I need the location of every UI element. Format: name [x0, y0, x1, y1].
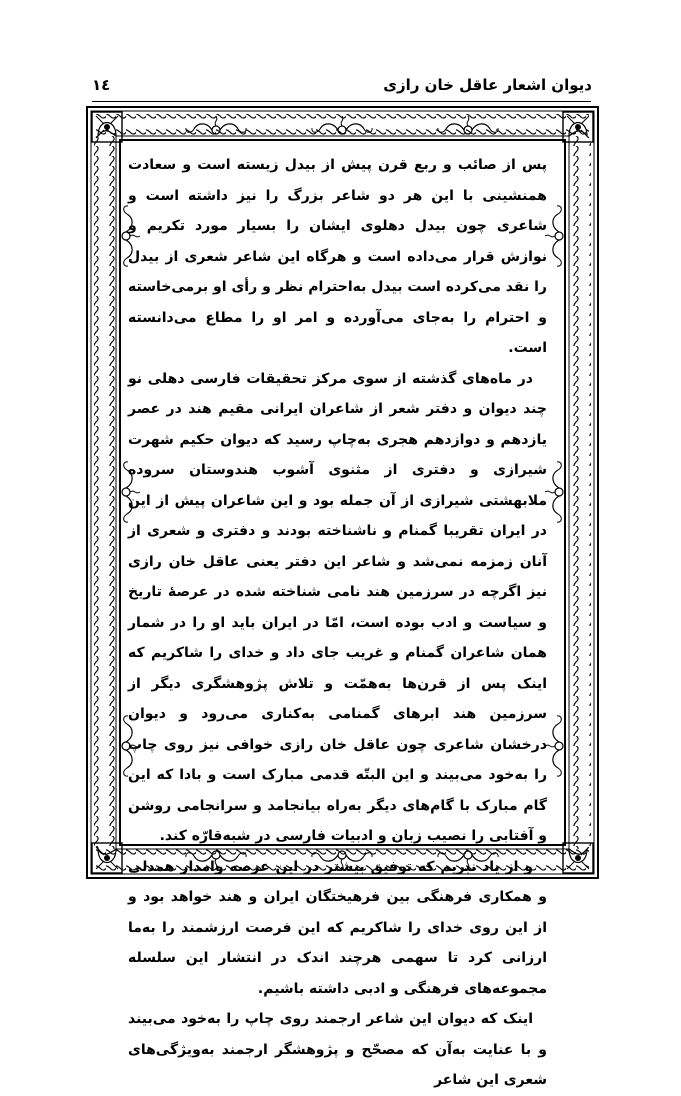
paragraph-4: اینک که دیوان این شاعر ارجمند روی چاپ را به‌خود می‌بیند و با عنایت به‌آن که مصحّح و پژوهشگر ارجمند به‌ویژگی‌های شعری این شاعر — [128, 1011, 547, 1088]
body-text — [128, 150, 547, 1088]
paragraph-1: پس از صائب و ربع قرن پیش از بیدل زیسته است و سعادت همنشینی با این هر دو شاعر بزرگ را نیز داشته است و شاعری چون بیدل دهلوی ایشان را بسیار مورد تکریم و نوازش قرار می‌داده است و هرگاه این شاعر شعری از بیدل را نقد می‌کرده است بیدل به‌احترام نظر و رأی او برمی‌خاسته و احترام را به‌جای می‌آورده و امر او را مطاع می‌دانسته است. — [128, 157, 547, 356]
running-header — [92, 76, 592, 102]
paragraph-2: در ماه‌های گذشته از سوی مرکز تحقیقات فارسی دهلی نو چند دیوان و دفتر شعر از شاعران ایرانی مقیم هند در عصر یازدهم و دوازدهم هجری به‌چاپ رسید که دیوان حکیم شهرت شیرازی و دفتری از مثنوی آشوب هندوستان سروده ملابهشتی شیرازی از آن جمله بود و این شاعران پیش از این در ایران تقریبا گمنام و ناشناخته بودند و دفتری و شعری از آنان زمزمه نمی‌شد و شاعر این دفتر یعنی عاقل خان رازی نیز اگرچه در سرزمین هند نامی شناخته شده در عرصهٔ تاریخ و سیاست و ادب بوده است، امّا در ایران باید او را در شمار همان شاعران گمنام و غریب جای داد و خدای را شاکریم که اینک پس از قرن‌ها به‌همّت و تلاش پژوهشگری دیگر از سرزمین هند ابرهای گمنامی به‌کناری می‌رود و دیوان درخشان شاعری چون عاقل خان رازی خوافی نیز روی چاپ را به‌خود می‌بیند و این البتّه قدمی مبارک است و بادا که این گام مبارک با گام‌های دیگر به‌راه بیانجامد و سرانجامی روشن و آفتابی را نصیب زبان و ادبیات فارسی در شبه‌قارّه کند. — [128, 370, 547, 844]
header-rule — [92, 101, 591, 102]
page-number: ١٤ — [92, 76, 111, 94]
book-title: دیوان اشعار عاقل خان رازی — [383, 76, 592, 94]
paragraph-3: و از یاد نبریم که توفیق بیشتر در این عرصه وامدار همدلی و همکاری فرهنگی بین فرهیختگان ایران و هند خواهد بود و از این روی خدای را شاکریم که این فرصت ارزشمند را به‌ما ارزانی کرد تا سهمی هرچند اندک در انتشار این سلسله مجموعه‌های فرهنگی و ادبی داشته باشیم. — [128, 858, 547, 997]
